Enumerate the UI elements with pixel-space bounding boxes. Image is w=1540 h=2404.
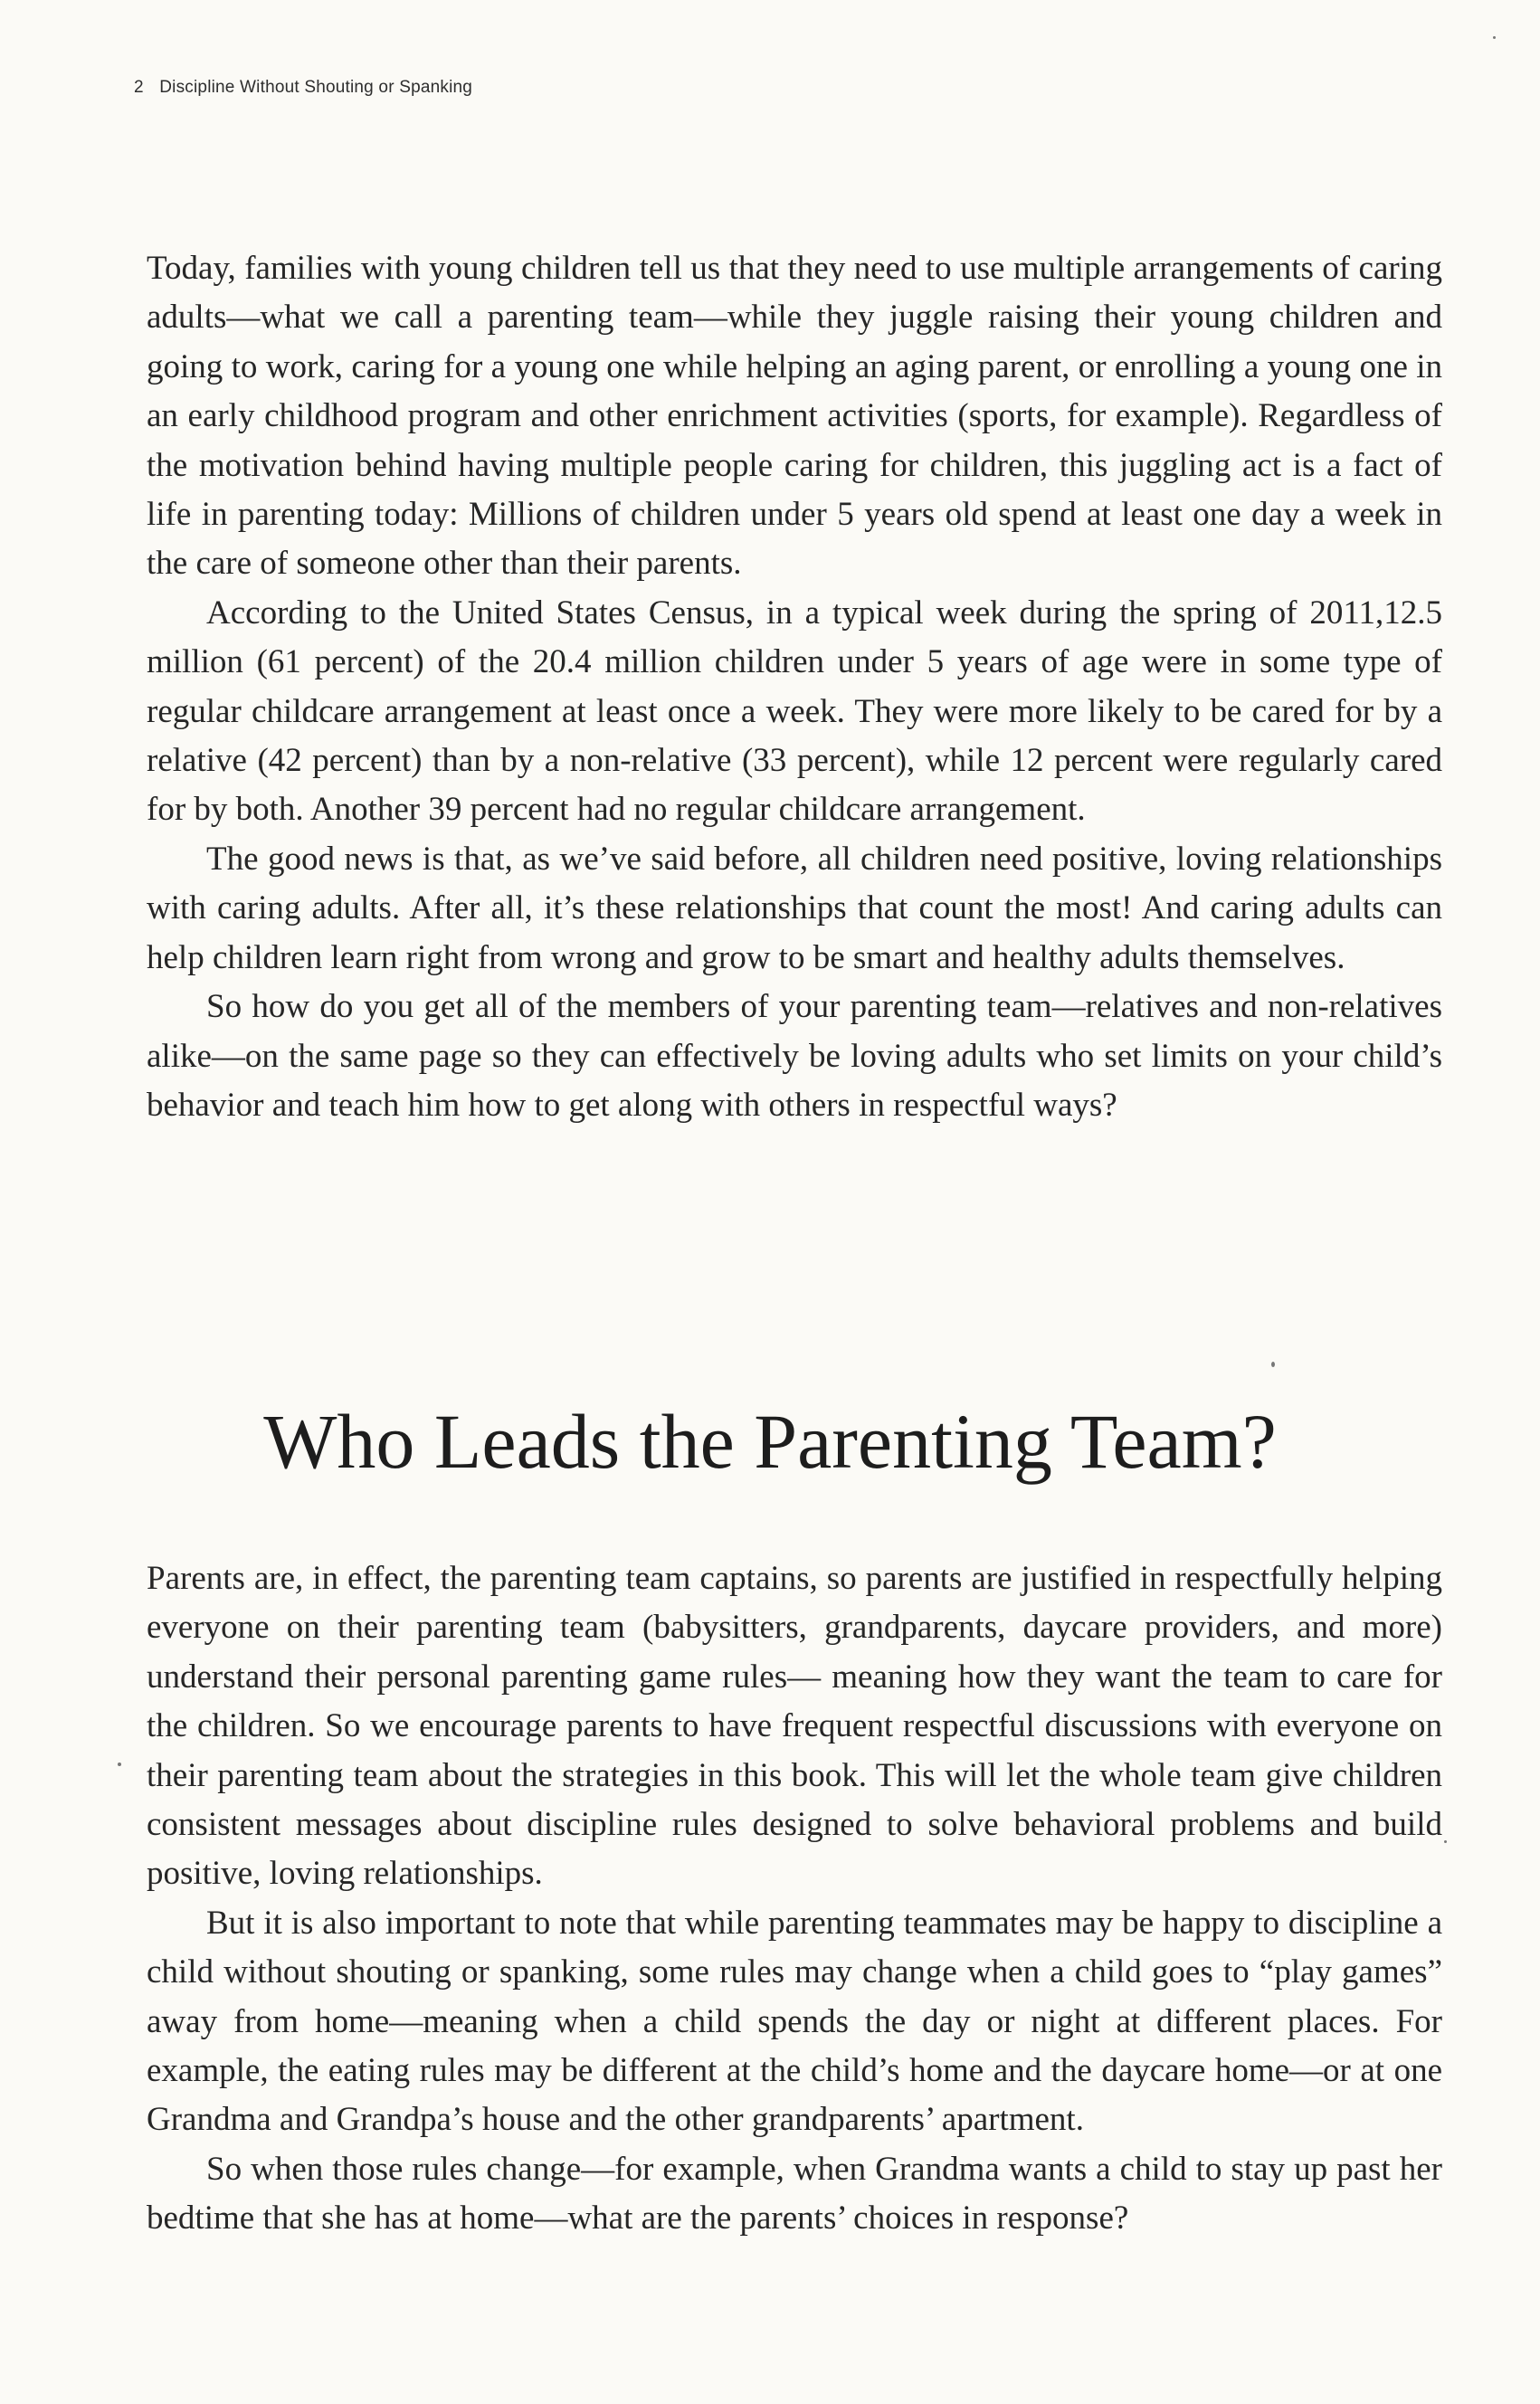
paragraph: According to the United States Census, in a typical week during the spring of 2011,12.5 million (61 percent) of the 20.4 million children under 5 years of age were in some type of regular childcare arrangement at least once a week. They were more likely to be cared for by a relative (42 percent) than by a non-relative (33 percent), while 12 percent were regularly cared for by both. Another 39 percent had no regular childcare arrangement. — [147, 594, 1442, 829]
paragraph: Parents are, in effect, the parenting team captains, so parents are justified in respectfully helping everyone on their parenting team (babysitters, grandparents, daycare providers, and more) understand their personal parenting game rules— meaning how they want the team to care for the children. So we encourage parents to have frequent respectful discussions with everyone on their parenting team about the strategies in this book. This will let the whole team give children consistent messages about discipline rules designed to solve behavioral problems and build positive, loving relationships. — [147, 1560, 1442, 1893]
paragraph: So how do you get all of the members of your parenting team—relatives and non-relatives alike—on the same page so they can effectively be loving adults who set limits on your child’s behavior and teach him how to get along with others in respectful ways? — [147, 988, 1442, 1124]
paragraph: So when those rules change—for example, when Grandma wants a child to stay up past her bedtime that she has at home—what are the parents’ choices in response? — [147, 2150, 1442, 2238]
body-text-after-heading — [147, 1554, 1442, 2244]
scan-speck — [1271, 1362, 1275, 1367]
paragraph: Today, families with young children tell us that they need to use multiple arrangements of caring adults—what we call a parenting team—while they juggle raising their young children and going to work, caring for a young one while helping an aging parent, or enrolling a young one in an early childhood program and other enrichment activities (sports, for example). Regardless of the motivation behind having multiple people caring for children, this juggling act is a fact of life in parenting today: Millions of children under 5 years old spend at least one day a week in the care of someone other than their parents. — [147, 250, 1442, 583]
paragraph: The good news is that, as we’ve said before, all children need positive, loving relationships with caring adults. After all, it’s these relationships that count the most! And caring adults can help children learn right from wrong and grow to be smart and healthy adults themselves. — [147, 840, 1442, 976]
scan-speck — [118, 1763, 121, 1766]
scan-speck — [1444, 1840, 1447, 1843]
scan-speck — [1493, 36, 1496, 39]
paragraph: But it is also important to note that while parenting teammates may be happy to discipline a child without shouting or spanking, some rules may change when a child goes to “play games” away from home—meaning when a child spends the day or night at different places. For example, the eating rules may be different at the child’s home and the daycare home—or at one Grandma and Grandpa’s house and the other grandparents’ apartment. — [147, 1904, 1442, 2139]
running-head — [134, 78, 472, 98]
section-heading: Who Leads the Parenting Team? — [263, 1398, 1277, 1485]
page-number: 2 — [134, 78, 144, 97]
book-title: Discipline Without Shouting or Spanking — [159, 78, 473, 97]
body-text-before-heading — [147, 244, 1442, 1130]
